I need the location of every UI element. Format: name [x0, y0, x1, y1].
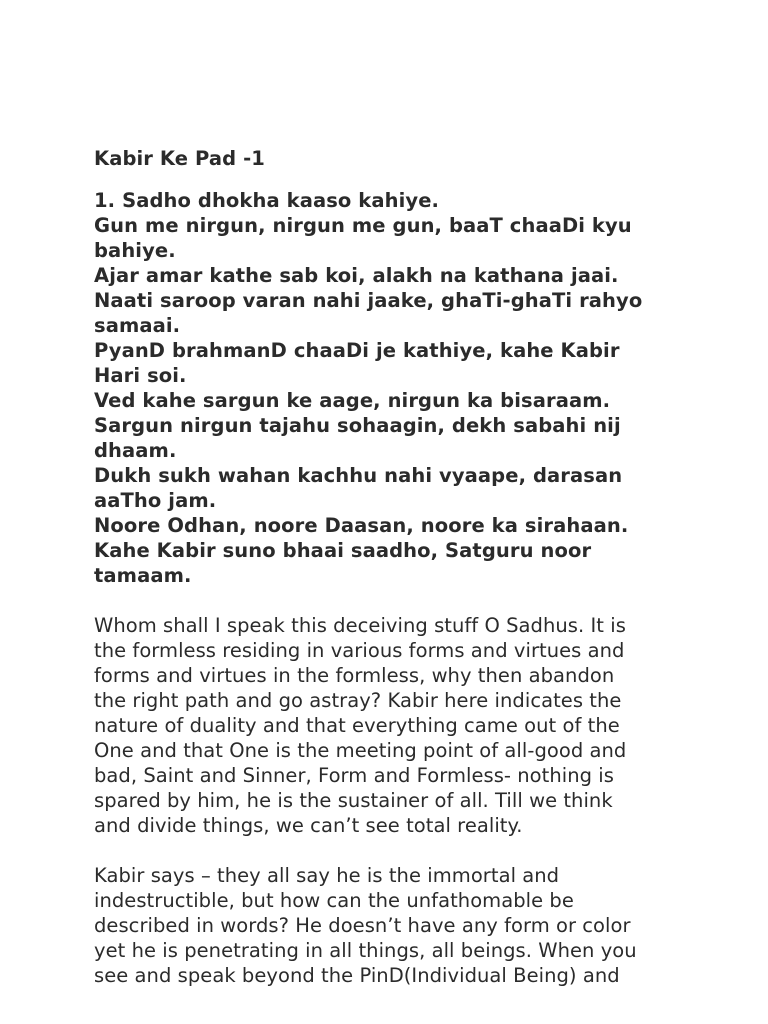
paragraph-line: forms and virtues in the formless, why then abandon: [94, 664, 615, 687]
verse-line: aaTho jam.: [94, 489, 217, 512]
verse-line: tamaam.: [94, 564, 192, 587]
verse-line: Dukh sukh wahan kachhu nahi vyaape, darasan: [94, 464, 623, 487]
paragraph-line: the formless residing in various forms and virtues and: [94, 639, 625, 662]
paragraph-line: the right path and go astray? Kabir here indicates the: [94, 689, 622, 712]
document-page: [94, 146, 694, 1013]
verse-line: Ajar amar kathe sab koi, alakh na kathana jaai.: [94, 264, 619, 287]
paragraph-line: Kabir says – they all say he is the immortal and: [94, 864, 560, 887]
verse-block: [94, 188, 694, 588]
verse-line: PyanD brahmanD chaaDi je kathiye, kahe Kabir: [94, 339, 620, 362]
commentary-paragraph: [94, 863, 694, 988]
verse-line: Hari soi.: [94, 364, 187, 387]
verse-line: Naati saroop varan nahi jaake, ghaTi-ghaTi rahyo: [94, 289, 643, 312]
verse-line: dhaam.: [94, 439, 177, 462]
paragraph-line: bad, Saint and Sinner, Form and Formless- nothing is: [94, 764, 614, 787]
paragraph-line: described in words? He doesn’t have any form or color: [94, 914, 631, 937]
paragraph-line: nature of duality and that everything came out of the: [94, 714, 620, 737]
verse-line: Ved kahe sargun ke aage, nirgun ka bisaraam.: [94, 389, 611, 412]
paragraph-line: indestructible, but how can the unfathomable be: [94, 889, 574, 912]
verse-line: Gun me nirgun, nirgun me gun, baaT chaaDi kyu: [94, 214, 632, 237]
verse-line: Sargun nirgun tajahu sohaagin, dekh sabahi nij: [94, 414, 621, 437]
paragraph-line: see and speak beyond the PinD(Individual Being) and: [94, 964, 620, 987]
document-title: Kabir Ke Pad -1: [94, 147, 265, 170]
verse-line: bahiye.: [94, 239, 176, 262]
paragraph-line: spared by him, he is the sustainer of all. Till we think: [94, 789, 613, 812]
translation-paragraph: [94, 613, 694, 838]
verse-line: Noore Odhan, noore Daasan, noore ka sirahaan.: [94, 514, 629, 537]
paragraph-line: and divide things, we can’t see total reality.: [94, 814, 523, 837]
verse-line: 1. Sadho dhokha kaaso kahiye.: [94, 189, 440, 212]
verse-line: Kahe Kabir suno bhaai saadho, Satguru noor: [94, 539, 592, 562]
verse-line: samaai.: [94, 314, 181, 337]
paragraph-line: yet he is penetrating in all things, all beings. When you: [94, 939, 637, 962]
paragraph-line: One and that One is the meeting point of all-good and: [94, 739, 627, 762]
paragraph-line: Whom shall I speak this deceiving stuff O Sadhus. It is: [94, 614, 626, 637]
